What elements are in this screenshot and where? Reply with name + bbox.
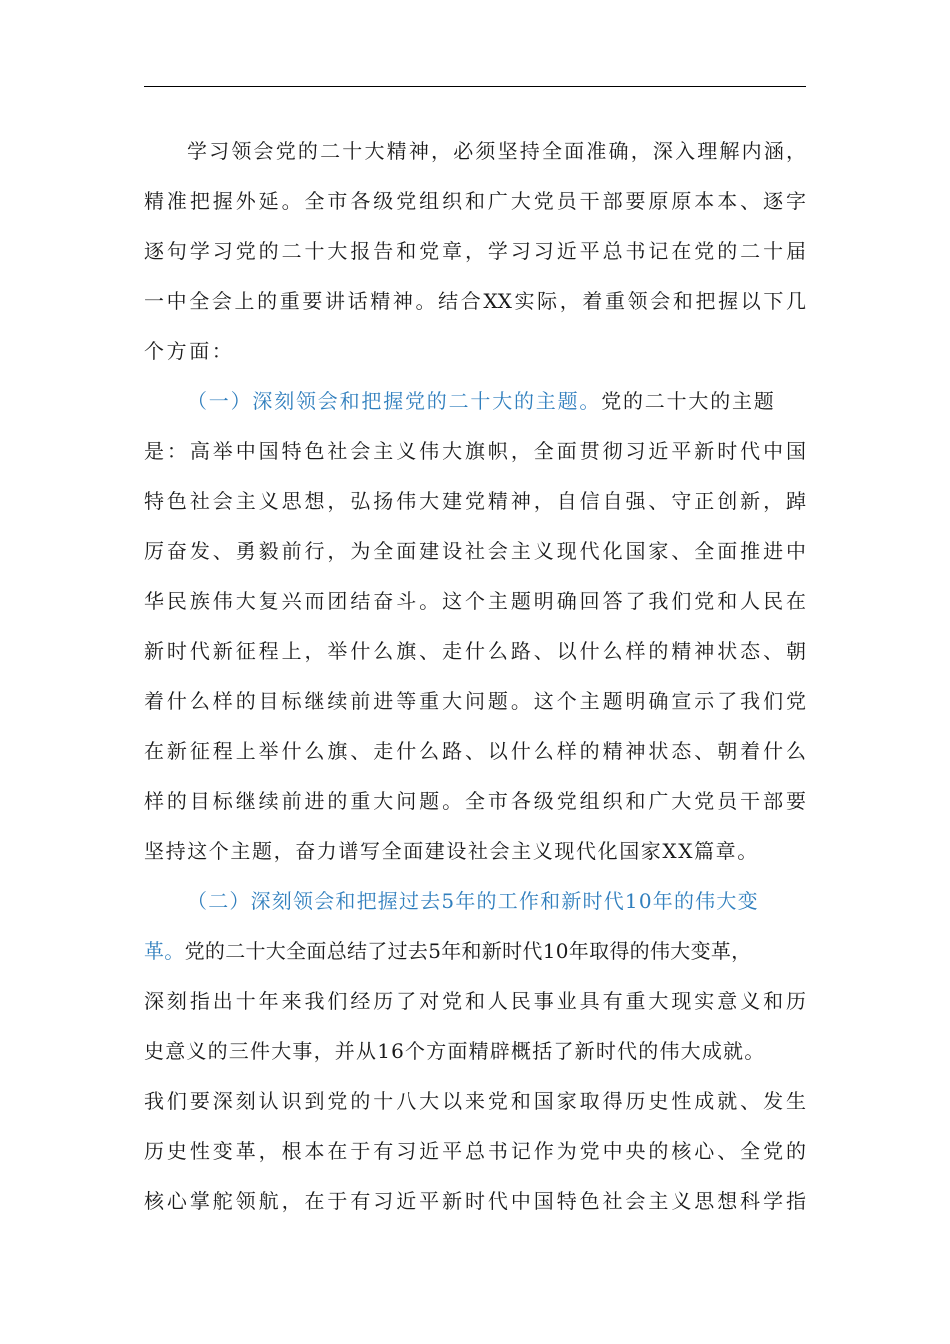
- paragraph-3-line-2: [144, 936, 806, 966]
- paragraph-3-line-2-body: 党的二十大全面总结了过去5年和新时代10年取得的伟大变革，: [184, 939, 752, 963]
- paragraph-1-line-4: 一中全会上的重要讲话精神。结合XX实际，着重领会和把握以下几: [144, 289, 806, 313]
- paragraph-1-line-1: 学习领会党的二十大精神，必须坚持全面准确，深入理解内涵，: [187, 139, 806, 163]
- paragraph-1-line-5: 个方面：: [144, 339, 235, 363]
- paragraph-3-line-5: 我们要深刻认识到党的十八大以来党和国家取得历史性成就、发生: [144, 1089, 806, 1113]
- paragraph-2-line-1-body: 党的二十大的主题: [601, 389, 776, 413]
- paragraph-2-line-3: 特色社会主义思想，弘扬伟大建党精神，自信自强、守正创新，踔: [144, 489, 806, 513]
- paragraph-1-line-3: 逐句学习党的二十大报告和党章，学习习近平总书记在党的二十届: [144, 239, 806, 263]
- paragraph-3-line-4: 史意义的三件大事，并从16个方面精辟概括了新时代的伟大成就。: [144, 1039, 766, 1063]
- paragraph-2-line-8: 在新征程上举什么旗、走什么路、以什么样的精神状态、朝着什么: [144, 739, 806, 763]
- header-rule: [144, 86, 806, 87]
- section-heading-2: （二）深刻领会和把握过去5年的工作和新时代10年的伟大变: [187, 889, 759, 913]
- paragraph-2-line-6: 新时代新征程上，举什么旗、走什么路、以什么样的精神状态、朝: [144, 639, 806, 663]
- paragraph-2-line-7: 着什么样的目标继续前进等重大问题。这个主题明确宣示了我们党: [144, 689, 806, 713]
- paragraph-3-line-7: 核心掌舵领航，在于有习近平新时代中国特色社会主义思想科学指: [144, 1189, 806, 1213]
- paragraph-2-line-4: 厉奋发、勇毅前行，为全面建设社会主义现代化国家、全面推进中: [144, 539, 806, 563]
- paragraph-2-line-5: 华民族伟大复兴而团结奋斗。这个主题明确回答了我们党和人民在: [144, 589, 806, 613]
- paragraph-1-line-2: 精准把握外延。全市各级党组织和广大党员干部要原原本本、逐字: [144, 189, 806, 213]
- paragraph-2-line-2: 是：高举中国特色社会主义伟大旗帜，全面贯彻习近平新时代中国: [144, 439, 806, 463]
- paragraph-2-line-9: 样的目标继续前进的重大问题。全市各级党组织和广大党员干部要: [144, 789, 806, 813]
- paragraph-2-line-1: [187, 386, 806, 416]
- section-heading-2-end: 革。: [144, 939, 185, 963]
- section-heading-1: （一）深刻领会和把握党的二十大的主题。: [187, 389, 602, 413]
- paragraph-2-line-10: 坚持这个主题，奋力谱写全面建设社会主义现代化国家XX篇章。: [144, 839, 759, 863]
- paragraph-3-line-3: 深刻指出十年来我们经历了对党和人民事业具有重大现实意义和历: [144, 989, 806, 1013]
- paragraph-3-line-6: 历史性变革，根本在于有习近平总书记作为党中央的核心、全党的: [144, 1139, 806, 1163]
